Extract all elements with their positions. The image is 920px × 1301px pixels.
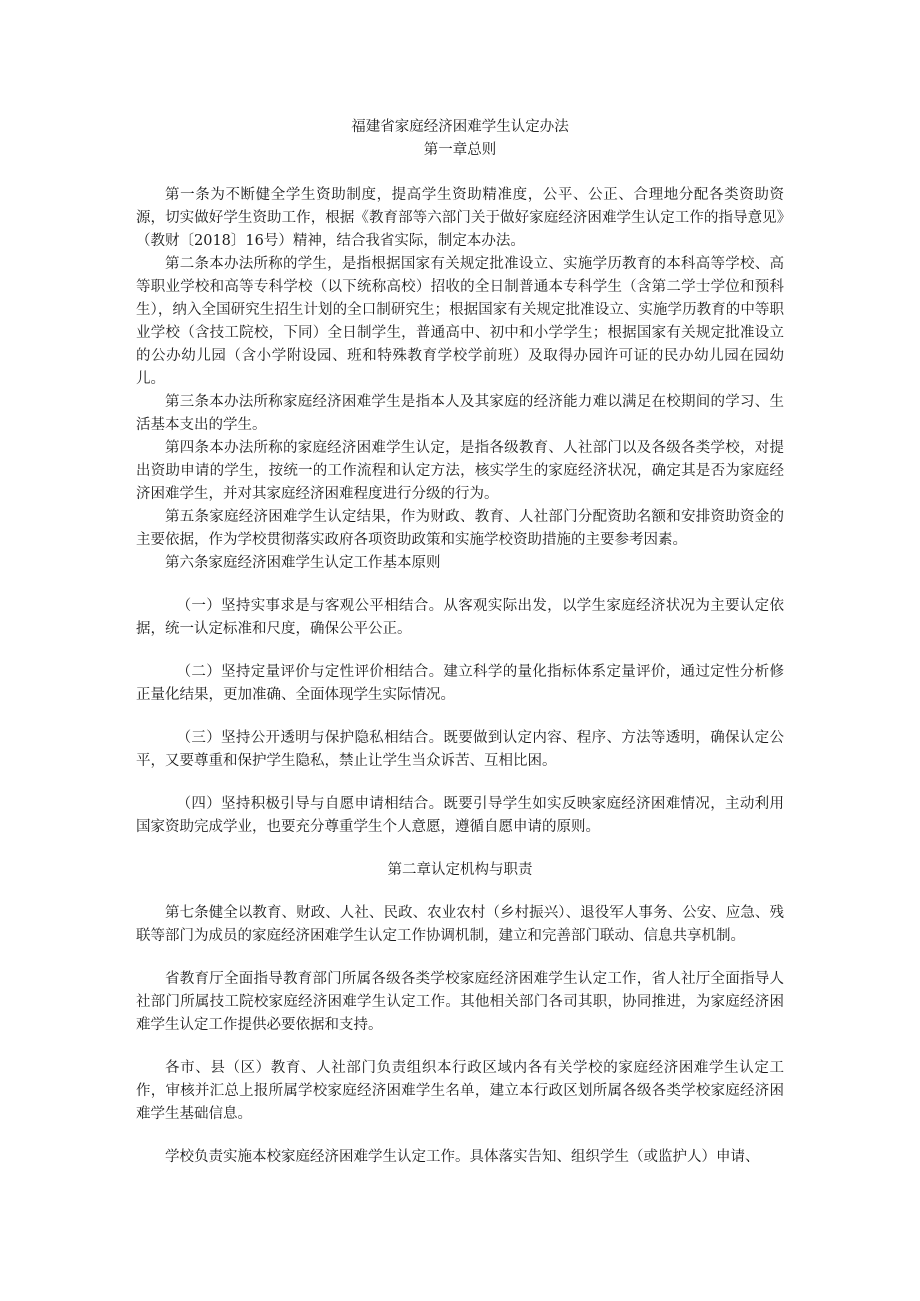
chapter-2-heading: 第二章认定机构与职责 bbox=[387, 862, 533, 878]
paragraph-province: 省教育厅全面指导教育部门所属各级各类学校家庭经济困难学生认定工作，省人社厅全面指导人社部门所属技工院校家庭经济困难学生认定工作。其他相关部门各司其职，协同推进，为家庭经济困难学生认定工作提供必要依据和支持。 bbox=[136, 971, 784, 1033]
article-4: 第四条本办法所称的家庭经济困难学生认定，是指各级教育、人社部门以及各级各类学校，对提出资助申请的学生，按统一的工作流程和认定方法，核实学生的家庭经济状况，确定其是否为家庭经济困难学生，并对其家庭经济困难程度进行分级的行为。 bbox=[136, 440, 784, 502]
principle-2: （二）坚持定量评价与定性评价相结合。建立科学的量化指标体系定量评价，通过定性分析修正量化结果，更加准确、全面体现学生实际情况。 bbox=[136, 664, 784, 703]
article-6: 第六条家庭经济困难学生认定工作基本原则 bbox=[165, 555, 441, 571]
article-5: 第五条家庭经济困难学生认定结果，作为财政、教育、人社部门分配资助名额和安排资助资金的主要依据，作为学校贯彻落实政府各项资助政策和实施学校资助措施的主要参考因素。 bbox=[136, 509, 784, 548]
article-1: 第一条为不断健全学生资助制度，提高学生资助精准度，公平、公正、合理地分配各类资助资源，切实做好学生资助工作，根据《教育部等六部门关于做好家庭经济困难学生认定工作的指导意见》（教财〔2018〕16号）精神，结合我省实际，制定本办法。 bbox=[136, 187, 784, 249]
article-3: 第三条本办法所称家庭经济困难学生是指本人及其家庭的经济能力难以满足在校期间的学习、生活基本支出的学生。 bbox=[136, 394, 784, 433]
paragraph-school: 学校负责实施本校家庭经济困难学生认定工作。具体落实告知、组织学生（或监护人）申请、 bbox=[165, 1149, 760, 1165]
paragraph-city: 各市、县（区）教育、人社部门负责组织本行政区域内各有关学校的家庭经济困难学生认定工作，审核并汇总上报所属学校家庭经济困难学生名单，建立本行政区划所属各级各类学校家庭经济困难学生基础信息。 bbox=[136, 1060, 784, 1122]
principle-3: （三）坚持公开透明与保护隐私相结合。既要做到认定内容、程序、方法等透明，确保认定公平，又要尊重和保护学生隐私，禁止让学生当众诉苦、互相比困。 bbox=[136, 730, 784, 769]
article-2: 第二条本办法所称的学生，是指根据国家有关规定批准设立、实施学历教育的本科高等学校、高等职业学校和高等专科学校（以下统称高校）招收的全日制普通本专科学生（含第二学士学位和预科生），纳入全国研究生招生计划的全口制研究生；根据国家有关规定批准设立、实施学历教育的中等职业学校（含技工院校，下同）全日制学生，普通高中、初中和小学学生；根据国家有关规定批准设立的公办幼儿园（含小学附设园、班和特殊教育学校学前班）及取得办园许可证的民办幼儿园在园幼儿。 bbox=[136, 256, 784, 387]
document-title: 福建省家庭经济困难学生认定办法 bbox=[351, 119, 569, 135]
principle-1: （一）坚持实事求是与客观公平相结合。从客观实际出发，以学生家庭经济状况为主要认定依据，统一认定标准和尺度，确保公平公正。 bbox=[136, 598, 784, 637]
article-7: 第七条健全以教育、财政、人社、民政、农业农村（乡村振兴）、退役军人事务、公安、应急、残联等部门为成员的家庭经济困难学生认定工作协调机制，建立和完善部门联动、信息共享机制。 bbox=[136, 905, 784, 944]
principle-4: （四）坚持积极引导与自愿申请相结合。既要引导学生如实反映家庭经济困难情况，主动利用国家资助完成学业，也要充分尊重学生个人意愿，遵循自愿申请的原则。 bbox=[136, 796, 784, 835]
document-page bbox=[136, 116, 784, 1169]
chapter-1-heading: 第一章总则 bbox=[423, 142, 497, 158]
